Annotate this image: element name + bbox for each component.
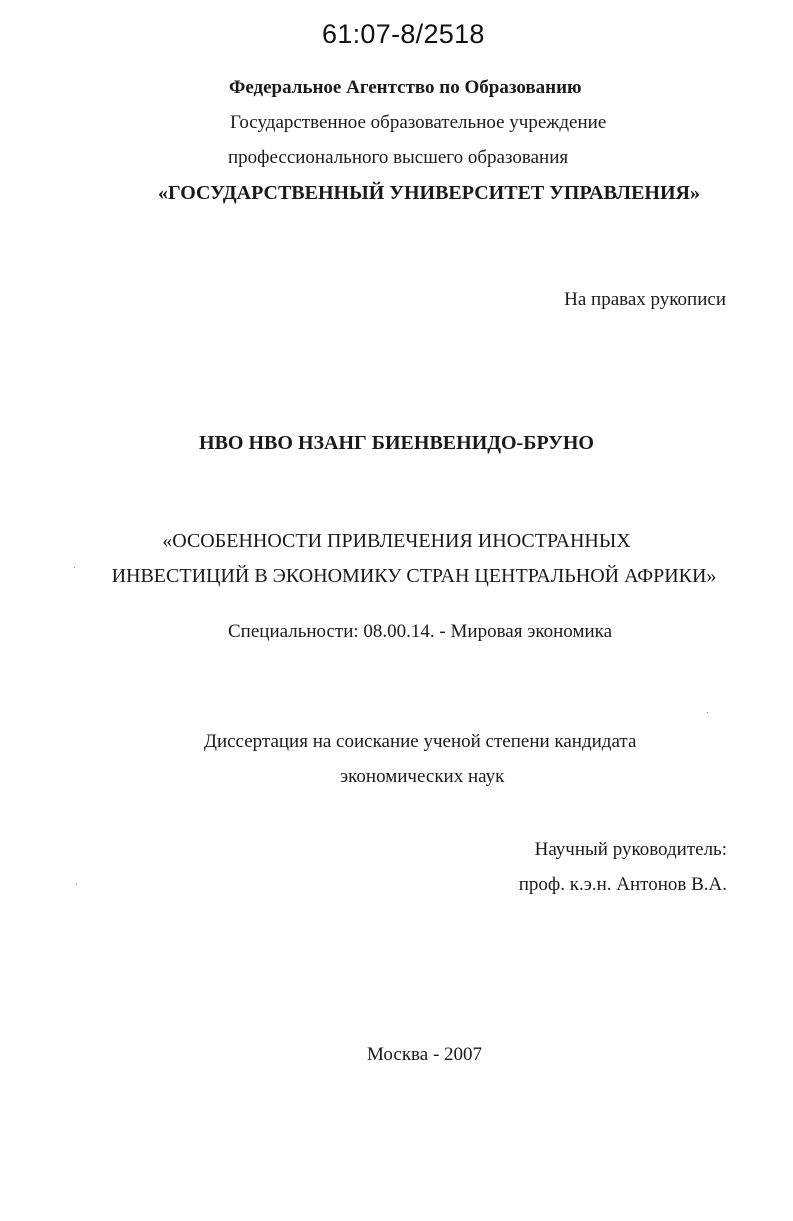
agency-name: Федеральное Агентство по Образованию xyxy=(229,77,582,98)
specialty: Специальности: 08.00.14. - Мировая экономика xyxy=(228,621,613,642)
degree-line1: Диссертация на соискание ученой степени кандидата xyxy=(204,731,637,752)
scan-speck xyxy=(707,712,708,713)
manuscript-rights-note: На правах рукописи xyxy=(564,289,726,310)
city-year: Москва - 2007 xyxy=(367,1044,483,1065)
author-name: НВО НВО НЗАНГ БИЕНВЕНИДО-БРУНО xyxy=(199,432,594,454)
supervisor-label: Научный руководитель: xyxy=(534,839,727,860)
registry-number: 61:07-8/2518 xyxy=(322,19,485,49)
scan-speck xyxy=(74,567,75,568)
scan-speck xyxy=(76,884,77,885)
institution-type-line1: Государственное образовательное учреждение xyxy=(230,112,607,133)
institution-type-line2: профессионального высшего образования xyxy=(228,147,569,168)
dissertation-title-line2: ИНВЕСТИЦИЙ В ЭКОНОМИКУ СТРАН ЦЕНТРАЛЬНОЙ АФРИКИ» xyxy=(111,565,717,587)
dissertation-title-line1: «ОСОБЕННОСТИ ПРИВЛЕЧЕНИЯ ИНОСТРАННЫХ xyxy=(162,530,631,552)
degree-line2: экономических наук xyxy=(340,766,505,787)
university-name: «ГОСУДАРСТВЕННЫЙ УНИВЕРСИТЕТ УПРАВЛЕНИЯ» xyxy=(158,182,700,204)
supervisor-name: проф. к.э.н. Антонов В.А. xyxy=(518,874,727,895)
